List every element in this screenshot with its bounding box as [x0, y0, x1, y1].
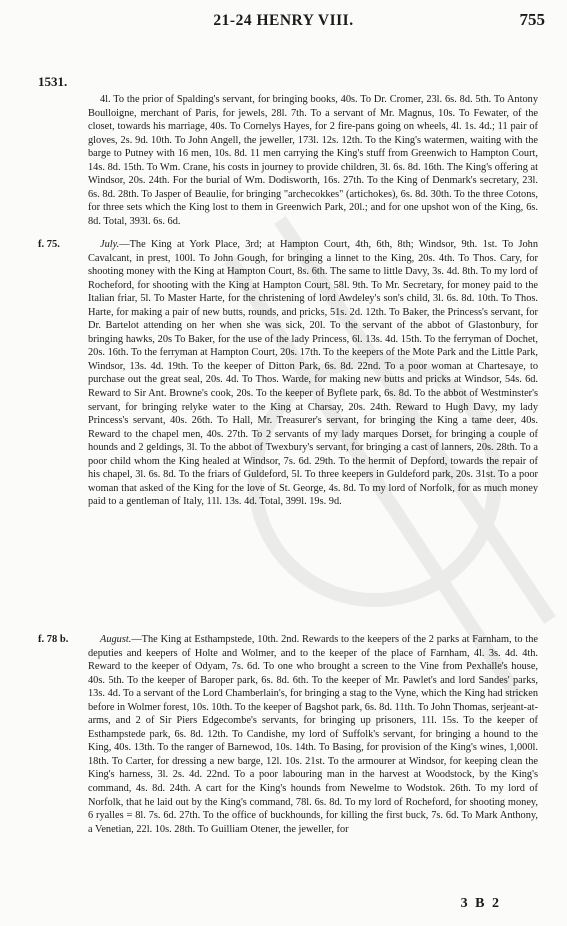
month-heading-july: July. [100, 239, 120, 250]
running-head [0, 10, 567, 32]
entry-text: —The King at York Place, 3rd; at Hampton Court, 4th, 6th, 8th; Windsor, 9th. 1st. To John Cavalcant, in prest, 100l. To John Gough, for bringing a linnet to the King, 20s. 4th. To Thos. Cary, for shooting money with the King at Hampton Court, 8s. 6th. The same to little Davy, 3s. 4d. 8th. To my lord of Rocheford, for shooting with the King at Hampton Court, 58l. 9th. To Mr. Secretary, for money paid to the Italian friar, 5l. To Master Harte, for the christening of lord Awdeley's son's child, 3l. 6s. 8d. 10th. To Thos. Harte, for making a pair of new butts, rounds, and pricks, 51s. 2d. 12th. To Baker, the Princess's servant, for Dr. Bartelot attending on her when she was sick, 20l. To the servant of the abbot of Glastonbury, for bringing hawks, 20s To Baker, for the use of the lady Princess, 6l. 13s. 4d. 15th. To the ferryman of Dochet, 20s. 16th. To the ferryman at Hampton Court, 20s. 17th. To the keepers of the Mote Park and the Little Park, Windsor, 13s. 4d. 19th. To the keeper of Ditton Park, 6s. 8d. 22nd. To a poor woman at Chartesaye, to purchase out the great seal, 20s. 4d. To Thos. Warde, for making new butts and pricks at Windsor, 54s. 6d. Reward to Sir Ant. Browne's cook, 20s. To the keeper of Byflete park, 6s. 8d. To the abbot of Westminster's servant, for bringing relyke water to the King at Charsay, 20s. 24th. Reward to Hugh Davy, my lady Princess's servant, 40s. 26th. To Hall, Mr. Treasurer's servant, for bringing the King a tame deer, 40s. Reward to the chapel men, 40s. 27th. To 2 servants of my lady marques Dorset, for bringing a couple of hounds and 2 geldings, 3l. To the abbot of Twexbury's servant, for bringing a cast of lanners, 20s. 28th. To a poor child whom the King healed at Windsor, 7s. 6d. 29th. To the hermit of Depford, towards the repair of his chapel, 3l. 6s. 8d. To the friars of Guldeford, 5l. To three keepers in Guldeford park, 20s. 31st. To a poor woman that asked of the King for the love of St. George, 4s. 8d. To my lord of Norfolk, for as much money paid to a gentleman of Italy, 11l. 13s. 4d. Total, 399l. 19s. 9d. [88, 239, 538, 508]
entry-text: 4l. To the prior of Spalding's servant, for bringing books, 40s. To Dr. Cromer, 23l. 6s. 8d. 5th. To Antony Boulloigne, merchant of Paris, for jewels, 28l. 7th. To a servant of Mr. Magnus, 10s. To Fewater, of the closet, towards his marriage, 40s. To Cornelys Hayes, for 2 fire-pans going on wheels, 4l. 1s. 4d.; 11 pair of gloves, 2s. 9d. 10th. To John Angell, the jeweller, 173l. 12s. 12th. To the King's watermen, waiting with the barge to Putney with 16 men, 10s. 8d. 11 men carrying the King's stuff from Greenwich to Hampton Court, 14s. 8d. 15th. To Wm. Crane, his costs in journey to provide children, 3l. 6s. 8d. 16th. The King's offering at Windsor, 20s. 24th. For the burial of Wm. Dodisworth, 16s. 27th. To the King of Denmark's secretary, 23l. 6s. 8d. 28th. To Jasper of Beaulie, for bringing "archecokkes" (artichokes), 6s. 8d. 30th. To the three Cotons, for three sets which the King lost to them in Greenwich Park, 20l.; and for one upshot won of the King, 6s. 8d. Total, 393l. 6s. 6d. [88, 94, 538, 227]
year-heading: 1531. [38, 74, 68, 89]
folio-reference-august: f. 78 b. [38, 634, 69, 645]
signature-mark: 3 B 2 [460, 896, 501, 911]
entry-june-continued [88, 93, 538, 228]
entry-july [88, 238, 538, 509]
running-head-title: 21-24 HENRY VIII. [213, 12, 354, 29]
page-number: 755 [519, 10, 545, 29]
month-heading-august: August. [100, 634, 132, 645]
entry-text: —The King at Esthampstede, 10th. 2nd. Rewards to the keepers of the 2 parks at Farnham, to the deputies and keepers of Holte and Wolmer, and to the keeper of the place of Farnham, 4l. 3s. 4d. 4th. Reward to the keeper of Odyam, 7s. 6d. To one who brought a screen to the Vine from Pexhalle's house, 40s. 5th. To the keeper of Baroper park, 6s. 8d. 6th. To the keeper of Mr. Pawlet's and lord Sandes' parks, 13s. 4d. To a servant of the Lord Chamberlain's, for bringing a stag to the Vyne, which the King had stricken before in Wolmer forest, 10s. 10th. To the keeper of Bagshot park, 6s. 8d. 11th. To John Thomas, serjeant-at-arms, and 2 of Sir Piers Edgecombe's servants, for bringing up prisoners, 11l. 15s. To the keeper of Esthampstede park, 6s. 8d. 12th. To Candishe, my lord of Suffolk's servant, for bringing a hound to the King, 40s. 13th. To the ranger of Barnewod, 10s. 14th. To Basing, for provision of the King's wines, 1,000l. 18th. To Carter, for dressing a new barge, 12l. 10s. 21st. To the armourer at Windsor, for keeping clean the King's harness, 3l. 2s. 4d. 22nd. To a poor labouring man in the harvest at Woodstock, by the King's command, 4s. 8d. 24th. A cart for the King's hounds from Newelme to Wodstok. 26th. To my lord of Norfolk, that he laid out by the King's command, 78l. 6s. 8d. To my lord of Rocheford, for shooting money, 6 ryalles = 8l. 7s. 6d. 27th. To the office of buckhounds, for killing the first buck, 7s. 6d. To Mark Anthony, a Venetian, 22l. 10s. 28th. To Guilliam Otener, the jeweller, for [88, 634, 538, 835]
folio-reference-july: f. 75. [38, 239, 60, 250]
entry-august [88, 633, 538, 836]
